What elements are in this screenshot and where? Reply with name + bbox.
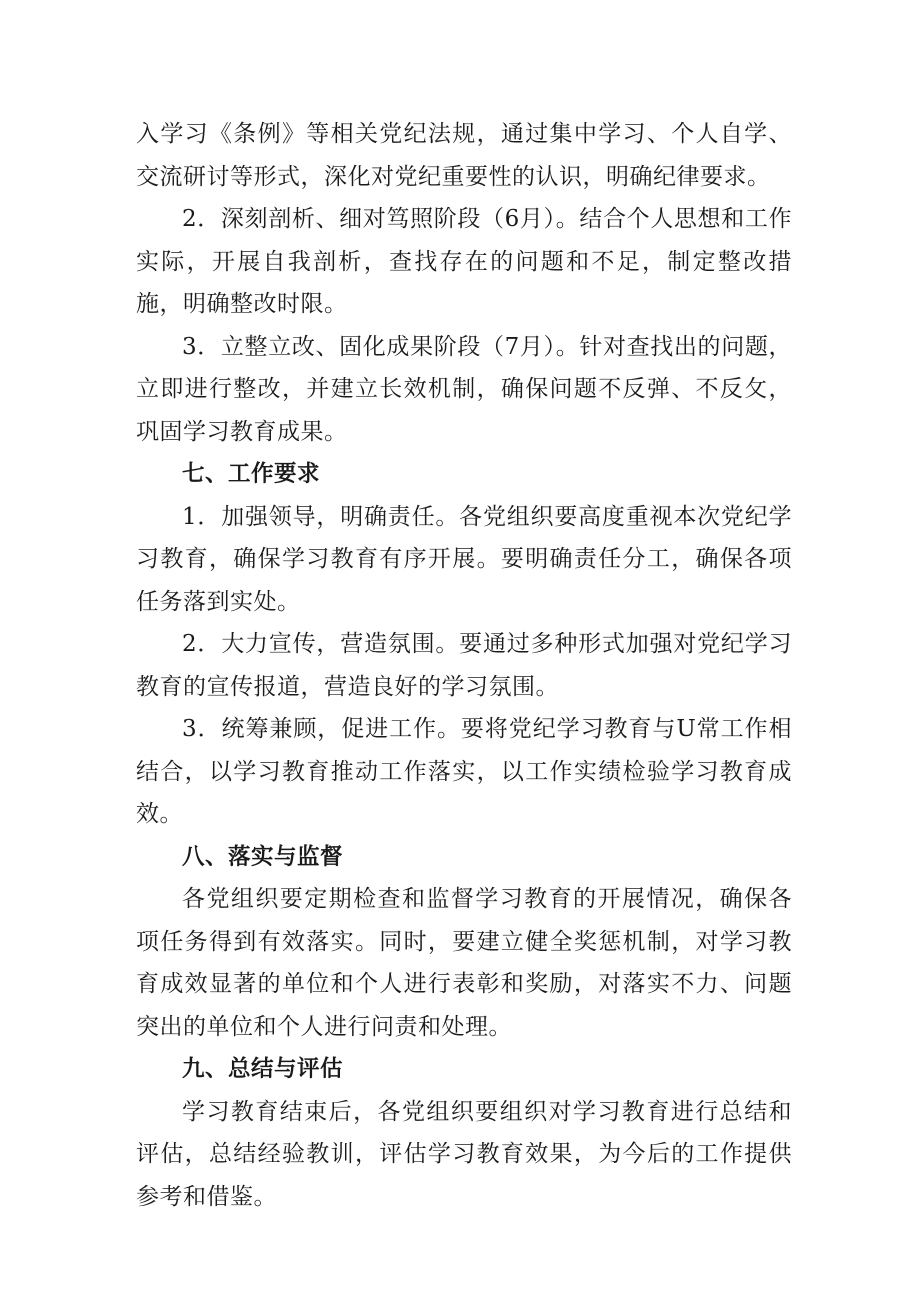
paragraph-requirement-3: 3．统筹兼顾，促进工作。要将党纪学习教育与U常工作相结合，以学习教育推动工作落实，以工作实绩检验学习教育成效。 — [136, 716, 792, 827]
paragraph-supervision: 各党组织要定期检查和监督学习教育的开展情况，确保各项任务得到有效落实。同时，要建立健全奖惩机制，对学习教育成效显著的单位和个人进行表彰和奖励，对落实不力、问题突出的单位和个人进行问责和处理。 — [136, 886, 792, 1040]
paragraph-stage-3: 3．立整立改、固化成果阶段（7月）。针对查找出的问题，立即进行整改，并建立长效机制，确保问题不反弹、不反攵，巩固学习教育成果。 — [136, 333, 792, 445]
paragraph-requirement-1: 1．加强领导，明确责任。各党组织要高度重视本次党纪学习教育，确保学习教育有序开展。要明确责任分工，确保各项任务落到实处。 — [136, 503, 792, 615]
section-heading-work-requirements: 七、工作要求 — [182, 461, 321, 487]
section-heading-summary-evaluation: 九、总结与评估 — [182, 1056, 344, 1082]
paragraph-study-methods: 入学习《条例》等相关党纪法规，通过集中学习、个人自学、交流研讨等形式，深化对党纪重要性的认识，明确纪律要求。 — [136, 121, 792, 190]
paragraph-stage-2: 2．深刻剖析、细对笃照阶段（6月）。结合个人思想和工作实际，开展自我剖析，查找存在的问题和不足，制定整改措施，明确整改时限。 — [136, 206, 792, 317]
section-heading-implementation-supervision: 八、落实与监督 — [182, 843, 344, 870]
paragraph-requirement-2: 2．大力宣传，营造氛围。要通过多种形式加强对党纪学习教育的宣传报道，营造良好的学习氛围。 — [136, 631, 792, 700]
paragraph-summary: 学习教育结束后，各党组织要组织对学习教育进行总结和评估，总结经验教训，评估学习教育效果，为今后的工作提供参考和借鉴。 — [136, 1098, 792, 1210]
